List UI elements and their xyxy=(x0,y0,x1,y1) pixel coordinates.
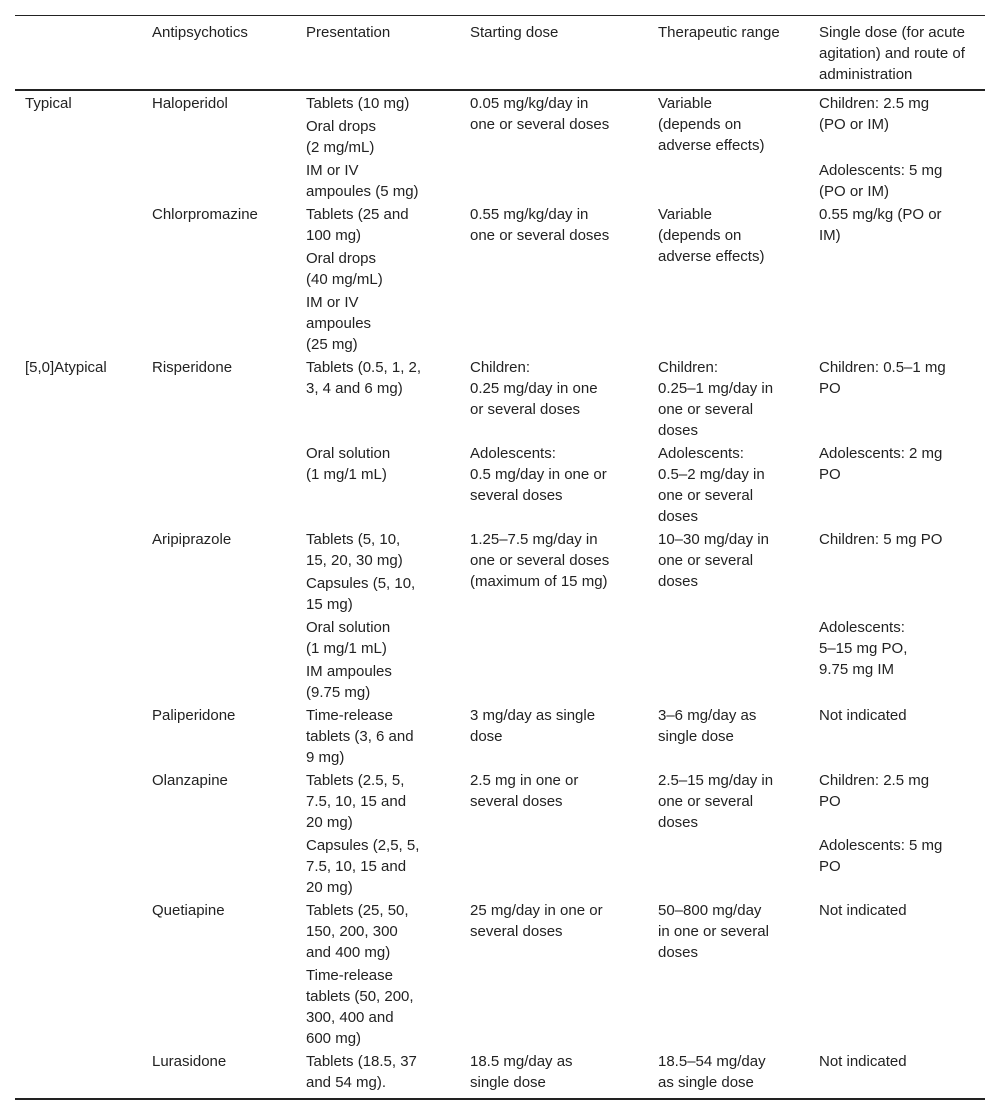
cell-line: (9.75 mg) xyxy=(306,684,371,701)
presentation-risperidone-2 xyxy=(306,443,390,485)
cell-line: several doses xyxy=(470,793,563,810)
presentation-risperidone-1 xyxy=(306,357,421,399)
cell-line: 0.55 mg/kg/day in xyxy=(470,206,589,223)
single-risperidone-children xyxy=(819,357,946,399)
cell-line: Oral drops xyxy=(306,250,377,267)
range-risperidone-children xyxy=(658,357,773,441)
cell-line: and 400 mg) xyxy=(306,944,391,961)
header-therapeutic-range: Therapeutic range xyxy=(658,24,780,41)
table-bottom-rule xyxy=(15,1098,985,1100)
single-haloperidol-adolescents xyxy=(819,160,942,202)
cell-line: (depends on xyxy=(658,116,742,133)
presentation-haloperidol-1 xyxy=(306,93,409,114)
range-paliperidone xyxy=(658,705,756,747)
cell-line: 15 mg) xyxy=(306,596,353,613)
drug-name-lurasidone: Lurasidone xyxy=(152,1053,227,1070)
cell-line: ampoules xyxy=(306,315,372,332)
range-olanzapine xyxy=(658,770,773,833)
cell-line: Adolescents: xyxy=(658,445,744,462)
cell-line: and 54 mg). xyxy=(306,1074,387,1091)
cell-line: 2.5–15 mg/day in xyxy=(658,772,774,789)
cell-line: 7.5, 10, 15 and xyxy=(306,858,407,875)
cell-line: 0.25 mg/day in one xyxy=(470,380,598,397)
single-risperidone-adolescents xyxy=(819,443,942,485)
cell-line: Adolescents: xyxy=(819,619,905,636)
cell-line: in one or several xyxy=(658,923,769,940)
presentation-chlorpromazine-1 xyxy=(306,204,409,246)
cell-line: tablets (50, 200, xyxy=(306,988,414,1005)
cell-line: (PO or IM) xyxy=(819,116,889,133)
drug-name-haloperidol: Haloperidol xyxy=(152,95,228,112)
cell-line: 3, 4 and 6 mg) xyxy=(306,380,403,397)
header-single-dose-line: agitation) and route of xyxy=(819,45,965,62)
cell-line: Not indicated xyxy=(819,902,907,919)
cell-line: IM or IV xyxy=(306,294,359,311)
cell-line: Oral drops xyxy=(306,118,377,135)
table-top-rule xyxy=(15,15,985,16)
cell-line: Adolescents: 2 mg xyxy=(819,445,943,462)
cell-line: 7.5, 10, 15 and xyxy=(306,793,407,810)
cell-line: (depends on xyxy=(658,227,742,244)
presentation-haloperidol-2 xyxy=(306,116,376,158)
cell-line: one or several doses xyxy=(470,116,610,133)
cell-line: doses xyxy=(658,814,699,831)
cell-line: Tablets (25, 50, xyxy=(306,902,409,919)
cell-line: (25 mg) xyxy=(306,336,358,353)
single-olanzapine-adolescents xyxy=(819,835,942,877)
cell-line: Capsules (5, 10, xyxy=(306,575,416,592)
cell-line: 0.55 mg/kg (PO or xyxy=(819,206,942,223)
cell-line: Time-release xyxy=(306,707,393,724)
cell-line: Variable xyxy=(658,206,712,223)
presentation-quetiapine-2 xyxy=(306,965,414,1049)
cell-line: 15, 20, 30 mg) xyxy=(306,552,403,569)
starting-aripiprazole xyxy=(470,529,609,592)
cell-line: adverse effects) xyxy=(658,137,765,154)
cell-line: Oral solution xyxy=(306,619,391,636)
range-haloperidol xyxy=(658,93,764,156)
cell-line: Time-release xyxy=(306,967,393,984)
cell-line: IM) xyxy=(819,227,841,244)
cell-line: one or several doses xyxy=(470,227,610,244)
cell-line: 3–6 mg/day as xyxy=(658,707,757,724)
cell-line: Not indicated xyxy=(819,707,907,724)
range-lurasidone xyxy=(658,1051,766,1093)
header-starting-dose: Starting dose xyxy=(470,24,559,41)
cell-line: doses xyxy=(658,508,699,525)
cell-line: or several doses xyxy=(470,401,581,418)
single-aripiprazole-adolescents xyxy=(819,617,907,680)
group-atypical: [5,0]Atypical xyxy=(25,359,107,376)
single-chlorpromazine xyxy=(819,204,942,246)
starting-haloperidol xyxy=(470,93,609,135)
cell-line: (1 mg/1 mL) xyxy=(306,466,387,483)
presentation-lurasidone xyxy=(306,1051,417,1093)
cell-line: PO xyxy=(819,858,841,875)
cell-line: Children: xyxy=(658,359,719,376)
cell-line: Children: xyxy=(470,359,531,376)
cell-line: dose xyxy=(470,728,503,745)
cell-line: PO xyxy=(819,380,841,397)
cell-line: 0.5–2 mg/day in xyxy=(658,466,765,483)
cell-line: 18.5 mg/day as xyxy=(470,1053,573,1070)
cell-line: several doses xyxy=(470,487,563,504)
cell-line: doses xyxy=(658,573,699,590)
presentation-quetiapine-1 xyxy=(306,900,409,963)
cell-line: 25 mg/day in one or xyxy=(470,902,603,919)
presentation-olanzapine-1 xyxy=(306,770,406,833)
cell-line: ampoules (5 mg) xyxy=(306,183,419,200)
cell-line: PO xyxy=(819,466,841,483)
cell-line: 0.5 mg/day in one or xyxy=(470,466,607,483)
cell-line: several doses xyxy=(470,923,563,940)
drug-name-paliperidone: Paliperidone xyxy=(152,707,236,724)
drug-name-aripiprazole: Aripiprazole xyxy=(152,531,232,548)
starting-olanzapine xyxy=(470,770,578,812)
cell-line: 9 mg) xyxy=(306,749,345,766)
header-presentation: Presentation xyxy=(306,24,391,41)
range-risperidone-adolescents xyxy=(658,443,765,527)
cell-line: 0.05 mg/kg/day in xyxy=(470,95,589,112)
presentation-olanzapine-2 xyxy=(306,835,419,898)
cell-line: Not indicated xyxy=(819,1053,907,1070)
cell-line: Adolescents: 5 mg xyxy=(819,162,943,179)
range-quetiapine xyxy=(658,900,769,963)
cell-line: 100 mg) xyxy=(306,227,362,244)
presentation-aripiprazole-1 xyxy=(306,529,403,571)
cell-line: 10–30 mg/day in xyxy=(658,531,769,548)
starting-quetiapine xyxy=(470,900,603,942)
presentation-aripiprazole-3 xyxy=(306,617,390,659)
starting-risperidone-adolescents xyxy=(470,443,607,506)
cell-line: (2 mg/mL) xyxy=(306,139,375,156)
cell-line: Children: 2.5 mg xyxy=(819,772,930,789)
cell-line: PO xyxy=(819,793,841,810)
range-aripiprazole xyxy=(658,529,769,592)
cell-line: Children: 0.5–1 mg xyxy=(819,359,946,376)
cell-line: one or several doses xyxy=(470,552,610,569)
cell-line: Capsules (2,5, 5, xyxy=(306,837,420,854)
cell-line: one or several xyxy=(658,793,754,810)
cell-line: Tablets (5, 10, xyxy=(306,531,401,548)
starting-paliperidone xyxy=(470,705,595,747)
presentation-aripiprazole-2 xyxy=(306,573,415,615)
starting-lurasidone xyxy=(470,1051,573,1093)
single-quetiapine xyxy=(819,900,907,921)
cell-line: 5–15 mg PO, xyxy=(819,640,908,657)
cell-line: 20 mg) xyxy=(306,814,353,831)
cell-line: Variable xyxy=(658,95,712,112)
cell-line: (PO or IM) xyxy=(819,183,889,200)
cell-line: one or several xyxy=(658,487,754,504)
header-antipsychotics: Antipsychotics xyxy=(152,24,248,41)
starting-risperidone-children xyxy=(470,357,598,420)
single-aripiprazole-children xyxy=(819,529,942,550)
cell-line: Oral solution xyxy=(306,445,391,462)
cell-line: Tablets (18.5, 37 xyxy=(306,1053,417,1070)
cell-line: 150, 200, 300 xyxy=(306,923,398,940)
presentation-chlorpromazine-2 xyxy=(306,248,383,290)
cell-line: 9.75 mg IM xyxy=(819,661,895,678)
cell-line: Adolescents: 5 mg xyxy=(819,837,943,854)
cell-line: Tablets (0.5, 1, 2, xyxy=(306,359,422,376)
single-lurasidone xyxy=(819,1051,907,1072)
cell-line: 50–800 mg/day xyxy=(658,902,762,919)
single-paliperidone xyxy=(819,705,907,726)
cell-line: Children: 2.5 mg xyxy=(819,95,930,112)
cell-line: single dose xyxy=(658,728,734,745)
cell-line: 20 mg) xyxy=(306,879,353,896)
cell-line: 2.5 mg in one or xyxy=(470,772,579,789)
single-olanzapine-children xyxy=(819,770,929,812)
cell-line: (1 mg/1 mL) xyxy=(306,640,387,657)
range-chlorpromazine xyxy=(658,204,764,267)
starting-chlorpromazine xyxy=(470,204,609,246)
cell-line: single dose xyxy=(470,1074,546,1091)
cell-line: IM ampoules xyxy=(306,663,392,680)
presentation-haloperidol-3 xyxy=(306,160,419,202)
header-single-dose-line: Single dose (for acute xyxy=(819,24,965,41)
cell-line: 300, 400 and xyxy=(306,1009,394,1026)
group-typical: Typical xyxy=(25,95,72,112)
cell-line: Children: 5 mg PO xyxy=(819,531,943,548)
cell-line: IM or IV xyxy=(306,162,359,179)
presentation-paliperidone xyxy=(306,705,414,768)
cell-line: 18.5–54 mg/day xyxy=(658,1053,766,1070)
cell-line: (maximum of 15 mg) xyxy=(470,573,608,590)
single-haloperidol-children xyxy=(819,93,929,135)
presentation-chlorpromazine-3 xyxy=(306,292,371,355)
cell-line: Tablets (2.5, 5, xyxy=(306,772,405,789)
drug-name-olanzapine: Olanzapine xyxy=(152,772,228,789)
cell-line: adverse effects) xyxy=(658,248,765,265)
cell-line: 1.25–7.5 mg/day in xyxy=(470,531,598,548)
header-single-dose xyxy=(819,22,965,85)
drug-name-risperidone: Risperidone xyxy=(152,359,233,376)
cell-line: Tablets (10 mg) xyxy=(306,95,410,112)
presentation-aripiprazole-4 xyxy=(306,661,392,703)
cell-line: 600 mg) xyxy=(306,1030,362,1047)
cell-line: 3 mg/day as single xyxy=(470,707,596,724)
cell-line: (40 mg/mL) xyxy=(306,271,383,288)
drug-name-quetiapine: Quetiapine xyxy=(152,902,225,919)
cell-line: doses xyxy=(658,422,699,439)
header-single-dose-line: administration xyxy=(819,66,913,83)
cell-line: Adolescents: xyxy=(470,445,556,462)
cell-line: one or several xyxy=(658,552,754,569)
header-rule xyxy=(15,89,985,91)
cell-line: one or several xyxy=(658,401,754,418)
cell-line: 0.25–1 mg/day in xyxy=(658,380,774,397)
cell-line: Tablets (25 and xyxy=(306,206,409,223)
cell-line: doses xyxy=(658,944,699,961)
cell-line: as single dose xyxy=(658,1074,754,1091)
drug-name-chlorpromazine: Chlorpromazine xyxy=(152,206,258,223)
cell-line: tablets (3, 6 and xyxy=(306,728,414,745)
